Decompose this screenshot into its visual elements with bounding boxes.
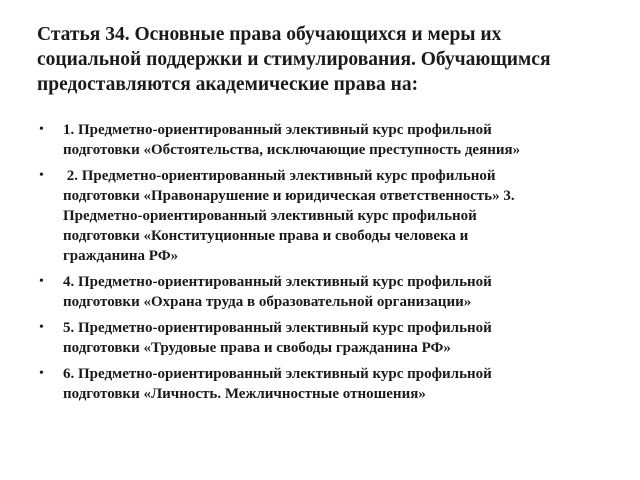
list-item: [37, 272, 617, 312]
list-item-line: 2. Предметно-ориентированный элективный курс профильной: [63, 168, 496, 184]
list-item-line: 6. Предметно-ориентированный элективный курс профильной: [63, 366, 492, 382]
slide-title-line: социальной поддержки и стимулирования. Обучающимся: [37, 49, 551, 70]
list-item-line: подготовки «Охрана труда в образовательной организации»: [63, 294, 472, 310]
list-item-line: подготовки «Личность. Межличностные отношения»: [63, 386, 426, 402]
list-item-line: 5. Предметно-ориентированный элективный курс профильной: [63, 320, 492, 336]
list-item: [37, 364, 617, 404]
list-item-line: подготовки «Правонарушение и юридическая ответственность» 3.: [63, 188, 515, 204]
bullet-icon: •: [39, 274, 44, 289]
slide-title: [37, 22, 617, 97]
slide-title-line: Статья 34. Основные права обучающихся и меры их: [37, 24, 502, 45]
bullet-icon: •: [39, 366, 44, 381]
list-item-line: подготовки «Конституционные права и свободы человека и: [63, 228, 469, 244]
list-item: [37, 318, 617, 358]
slide-title-line: предоставляются академические права на:: [37, 74, 419, 95]
list-item-line: Предметно-ориентированный элективный курс профильной: [63, 208, 477, 224]
bullet-icon: •: [39, 168, 44, 183]
bullet-icon: •: [39, 320, 44, 335]
list-item-line: подготовки «Обстоятельства, исключающие преступность деяния»: [63, 142, 521, 158]
list-item-line: 4. Предметно-ориентированный элективный курс профильной: [63, 274, 492, 290]
list-item: [37, 120, 617, 160]
list-item-line: подготовки «Трудовые права и свободы гражданина РФ»: [63, 340, 451, 356]
bullet-list: [37, 120, 617, 410]
list-item-line: гражданина РФ»: [63, 248, 179, 264]
list-item: [37, 166, 617, 266]
bullet-icon: •: [39, 122, 44, 137]
list-item-line: 1. Предметно-ориентированный элективный курс профильной: [63, 122, 492, 138]
